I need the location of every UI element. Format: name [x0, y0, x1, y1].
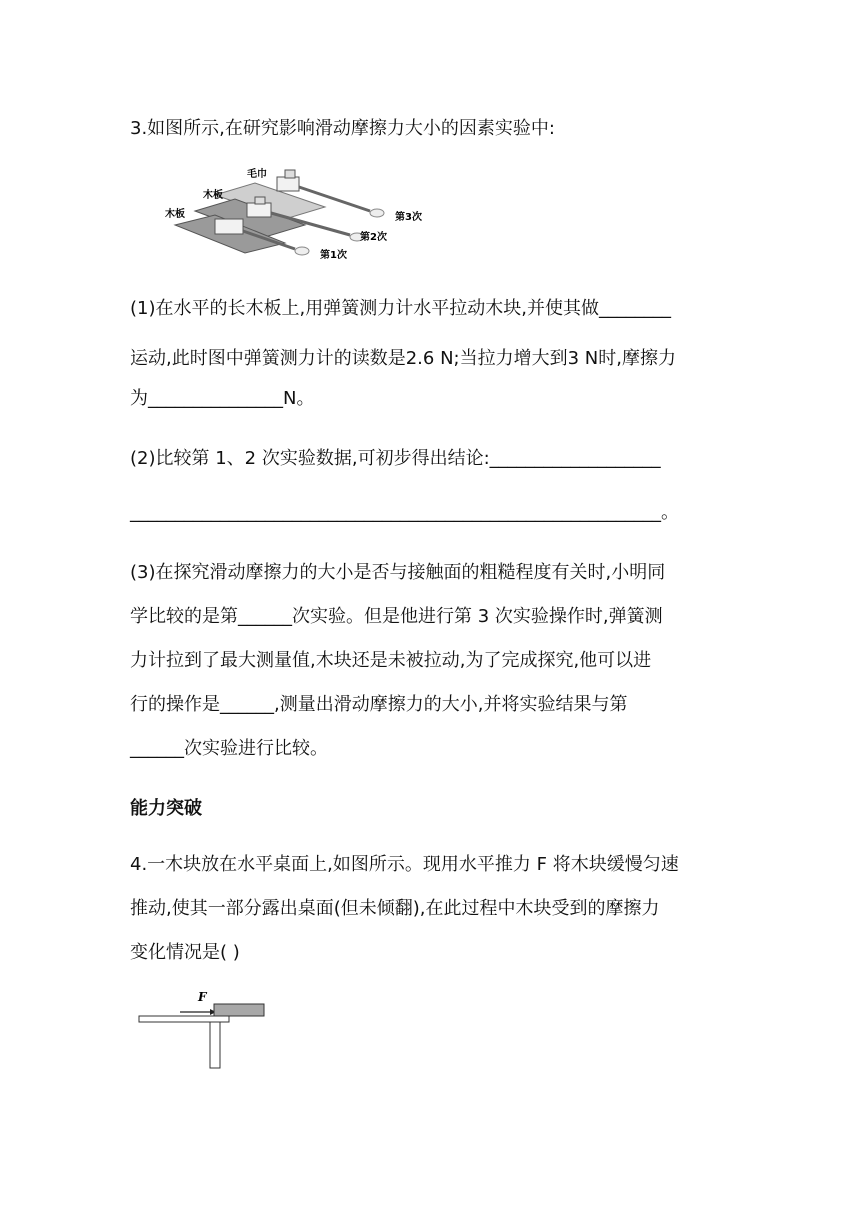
- weight-3: [285, 170, 295, 178]
- q3-intro: 3.如图所示,在研究影响滑动摩擦力大小的因素实验中:: [130, 118, 555, 139]
- block-2: [247, 203, 271, 217]
- q3-part1-line1: (1)在水平的长木板上,用弹簧测力计水平拉动木块,并使其做________: [130, 298, 671, 319]
- label-towel: 毛巾: [247, 169, 267, 180]
- table-top: [139, 1016, 229, 1022]
- hand-1: [295, 247, 309, 255]
- force-label: F: [198, 990, 207, 1004]
- label-board-upper: 木板: [203, 190, 223, 201]
- block-1: [215, 219, 243, 234]
- q3-part1-line2: 运动,此时图中弹簧测力计的读数是2.6 N;当拉力增大到3 N时,摩擦力: [130, 348, 676, 369]
- q3-part3-line5: ______次实验进行比较。: [130, 738, 328, 759]
- label-trial3: 第3次: [395, 212, 422, 223]
- label-trial1: 第1次: [320, 250, 347, 261]
- q3-part1-line3: 为_______________N。: [130, 388, 315, 409]
- q4-line3: 变化情况是( ): [130, 942, 240, 963]
- label-trial2: 第2次: [360, 232, 387, 243]
- wood-block: [214, 1004, 264, 1016]
- section-title: 能力突破: [130, 798, 202, 819]
- q3-part3-line4: 行的操作是______,测量出滑动摩擦力的大小,并将实验结果与第: [130, 694, 628, 715]
- weight-2: [255, 197, 265, 204]
- q4-table-figure: [136, 986, 276, 1076]
- label-board-lower: 木板: [165, 209, 185, 220]
- q3-part3-line3: 力计拉到了最大测量值,木块还是未被拉动,为了完成探究,他可以进: [130, 650, 652, 671]
- q3-experiment-figure: [155, 165, 445, 265]
- q4-line2: 推动,使其一部分露出桌面(但未倾翻),在此过程中木块受到的摩擦力: [130, 898, 660, 919]
- q3-part3-line1: (3)在探究滑动摩擦力的大小是否与接触面的粗糙程度有关时,小明同: [130, 562, 666, 583]
- hand-3: [370, 209, 384, 217]
- q3-part2-line1: (2)比较第 1、2 次实验数据,可初步得出结论:___________________: [130, 448, 661, 469]
- q3-part2-line2: ___________________________________________________________。: [130, 502, 679, 523]
- table-leg: [210, 1022, 220, 1068]
- q4-line1: 4.一木块放在水平桌面上,如图所示。现用水平推力 F 将木块缓慢匀速: [130, 854, 679, 875]
- block-3: [277, 177, 299, 191]
- q3-part3-line2: 学比较的是第______次实验。但是他进行第 3 次实验操作时,弹簧测: [130, 606, 663, 627]
